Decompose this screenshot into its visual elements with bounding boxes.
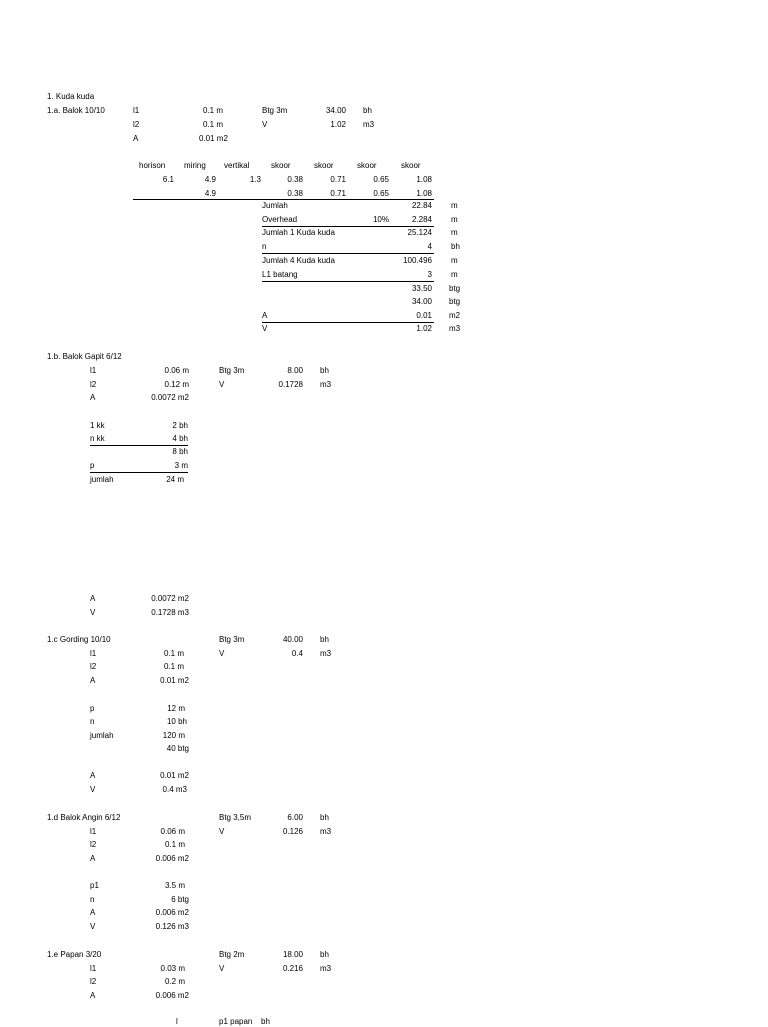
- area-label: A: [90, 991, 96, 1000]
- l2-value: 0.2 m: [164, 977, 185, 986]
- volume-value: 0.4 m3: [162, 785, 187, 794]
- area-value: 0.01 m2: [199, 134, 228, 143]
- summary-unit: m: [451, 228, 458, 237]
- summary-value: 3: [427, 270, 432, 279]
- summary-rule: [262, 281, 434, 282]
- volume-label: V: [219, 964, 225, 973]
- cell-skoor: 1.08: [416, 189, 432, 198]
- summary-label: L1 batang: [262, 270, 298, 279]
- volume-unit: m3: [320, 964, 332, 973]
- cell-skoor: 0.71: [330, 189, 346, 198]
- summary-value: 34.00: [411, 297, 432, 306]
- summary-unit: m: [451, 270, 458, 279]
- summary-unit: bh: [451, 242, 460, 251]
- cell-miring: 4.9: [204, 175, 216, 184]
- btg-unit: bh: [363, 106, 372, 115]
- volume-value: 0.216: [282, 964, 303, 973]
- p1-value: 3.5 m: [164, 881, 185, 890]
- p-value: 3 m: [174, 461, 188, 470]
- volume-value: 0.1728: [278, 380, 303, 389]
- summary-unit: m: [451, 201, 458, 210]
- subsection-title: 1.e Papan 3/20: [47, 950, 102, 959]
- total-value: 8 bh: [172, 447, 188, 456]
- summary-label: Jumlah 1 Kuda kuda: [262, 228, 335, 237]
- cell-skoor: 1.08: [416, 175, 432, 184]
- area-value: 0.006 m2: [155, 854, 189, 863]
- p-label: p: [90, 461, 95, 470]
- btg-label: Btg 3m: [219, 635, 245, 644]
- volume-value: 0.126: [282, 827, 303, 836]
- btg-value: 18.00: [282, 950, 303, 959]
- cell-skoor: 0.65: [373, 189, 389, 198]
- l1-value: 0.1 m: [203, 106, 224, 115]
- btg-unit: bh: [320, 950, 329, 959]
- subsection-title: 1.b. Balok Gapit 6/12: [47, 352, 122, 361]
- calc-rule: [90, 445, 188, 446]
- btg-value: 6.00: [287, 813, 303, 822]
- l1-value: 0.03 m: [160, 964, 185, 973]
- summary-value: 100.496: [403, 256, 432, 265]
- n-value: 10 bh: [166, 717, 187, 726]
- volume-value: 0.1728 m3: [151, 608, 189, 617]
- summary-label: A: [262, 311, 268, 320]
- p1-label: p1: [90, 881, 99, 890]
- l2-value: 0.1 m: [164, 840, 185, 849]
- volume-unit: m3: [320, 380, 332, 389]
- volume-label: V: [90, 608, 96, 617]
- summary-value: 2.284: [411, 215, 432, 224]
- volume-label: V: [219, 827, 225, 836]
- l1-label: l1: [90, 964, 97, 973]
- btg-label: Btg 3m: [219, 366, 245, 375]
- cutoff-label: bh: [261, 1017, 270, 1026]
- volume-label: V: [90, 922, 96, 931]
- jumlah-label: jumlah: [90, 731, 114, 740]
- section-title: 1. Kuda kuda: [47, 92, 95, 101]
- table-rule: [133, 199, 434, 200]
- area-value: 0.0072 m2: [151, 594, 189, 603]
- n-value: 6 btg: [171, 895, 189, 904]
- btg-unit: bh: [320, 635, 329, 644]
- cell-miring: 4.9: [204, 189, 216, 198]
- kk-label: 1 kk: [90, 421, 105, 430]
- cell-skoor: 0.65: [373, 175, 389, 184]
- header-vertikal: vertikal: [224, 161, 250, 170]
- cell-skoor: 0.38: [287, 189, 303, 198]
- header-skoor: skoor: [314, 161, 334, 170]
- summary-unit: m3: [449, 324, 461, 333]
- summary-value: 22.84: [411, 201, 432, 210]
- volume-unit: m3: [320, 827, 332, 836]
- area-label: A: [90, 676, 96, 685]
- volume-label: V: [262, 120, 268, 129]
- summary-rule: [262, 253, 434, 254]
- l1-value: 0.06 m: [160, 827, 185, 836]
- summary-unit: m2: [449, 311, 461, 320]
- volume-value: 0.4: [291, 649, 303, 658]
- header-miring: miring: [184, 161, 206, 170]
- n-label: n: [90, 717, 95, 726]
- area-label: A: [90, 771, 96, 780]
- summary-value: 4: [427, 242, 432, 251]
- l2-label: l2: [90, 840, 97, 849]
- nkk-value: 4 bh: [172, 434, 188, 443]
- subsection-title: 1.d Balok Angin 6/12: [47, 813, 121, 822]
- summary-unit: btg: [449, 297, 461, 306]
- jumlah-value: 120 m: [162, 731, 185, 740]
- header-skoor: skoor: [357, 161, 377, 170]
- cell-vertikal: 1.3: [249, 175, 261, 184]
- summary-rule: [262, 226, 434, 227]
- l2-label: l2: [90, 380, 97, 389]
- summary-value: 0.01: [416, 311, 432, 320]
- summary-label: Jumlah: [262, 201, 288, 210]
- area-value: 0.01 m2: [160, 676, 189, 685]
- btg-value: 8.00: [287, 366, 303, 375]
- btg-unit: bh: [320, 813, 329, 822]
- area-value: 0.01 m2: [160, 771, 189, 780]
- cutoff-label: l: [176, 1017, 178, 1026]
- volume-unit: m3: [320, 649, 332, 658]
- volume-value: 0.126 m3: [155, 922, 189, 931]
- btg-label: Btg 2m: [219, 950, 245, 959]
- p-value: 12 m: [167, 704, 185, 713]
- l2-value: 0.1 m: [163, 662, 184, 671]
- volume-unit: m3: [363, 120, 375, 129]
- l1-value: 0.06 m: [164, 366, 189, 375]
- summary-unit: m: [451, 256, 458, 265]
- summary-label: Jumlah 4 Kuda kuda: [262, 256, 335, 265]
- l2-label: l2: [90, 977, 97, 986]
- l1-label: l1: [90, 366, 97, 375]
- header-horison: horison: [139, 161, 166, 170]
- area-value: 0.006 m2: [155, 908, 189, 917]
- jumlah-label: jumlah: [90, 475, 114, 484]
- summary-label: n: [262, 242, 267, 251]
- jumlah-value: 24 m: [166, 475, 184, 484]
- area-value: 0.006 m2: [155, 991, 189, 1000]
- volume-label: V: [219, 649, 225, 658]
- area-label: A: [90, 393, 96, 402]
- kk-value: 2 bh: [172, 421, 188, 430]
- btg-label: Btg 3m: [262, 106, 288, 115]
- area-label: A: [90, 854, 96, 863]
- cell-skoor: 0.38: [287, 175, 303, 184]
- summary-percent: 10%: [372, 215, 389, 224]
- subsection-title: 1.c Gording 10/10: [47, 635, 111, 644]
- cell-horison: 6.1: [162, 175, 174, 184]
- header-skoor: skoor: [401, 161, 421, 170]
- l2-value: 0.12 m: [164, 380, 189, 389]
- volume-value: 1.02: [330, 120, 346, 129]
- p-label: p: [90, 704, 95, 713]
- btg-value: 40.00: [282, 635, 303, 644]
- subsection-title: 1.a. Balok 10/10: [47, 106, 105, 115]
- header-skoor: skoor: [271, 161, 291, 170]
- l1-label: l1: [90, 827, 97, 836]
- summary-value: 33.50: [411, 284, 432, 293]
- l2-label: l2: [133, 120, 140, 129]
- l2-label: l2: [90, 662, 97, 671]
- summary-unit: m: [451, 215, 458, 224]
- l2-value: 0.1 m: [203, 120, 224, 129]
- btg-unit: bh: [320, 366, 329, 375]
- calc-rule: [90, 472, 188, 473]
- l1-label: l1: [90, 649, 97, 658]
- summary-value: 25.124: [407, 228, 432, 237]
- btg-total-value: 40 btg: [166, 744, 189, 753]
- cell-skoor: 0.71: [330, 175, 346, 184]
- n-label: n: [90, 895, 95, 904]
- l1-label: l1: [133, 106, 140, 115]
- volume-label: V: [219, 380, 225, 389]
- summary-unit: btg: [449, 284, 461, 293]
- area-label: A: [90, 594, 96, 603]
- summary-label: V: [262, 324, 268, 333]
- area-label: A: [90, 908, 96, 917]
- summary-label: Overhead: [262, 215, 298, 224]
- area-value: 0.0072 m2: [151, 393, 189, 402]
- cutoff-label: p1 papan: [219, 1017, 253, 1026]
- btg-value: 34.00: [325, 106, 346, 115]
- area-label: A: [133, 134, 139, 143]
- summary-rule: [262, 322, 434, 323]
- volume-label: V: [90, 785, 96, 794]
- summary-value: 1.02: [416, 324, 432, 333]
- nkk-label: n kk: [90, 434, 105, 443]
- l1-value: 0.1 m: [163, 649, 184, 658]
- btg-label: Btg 3,5m: [219, 813, 252, 822]
